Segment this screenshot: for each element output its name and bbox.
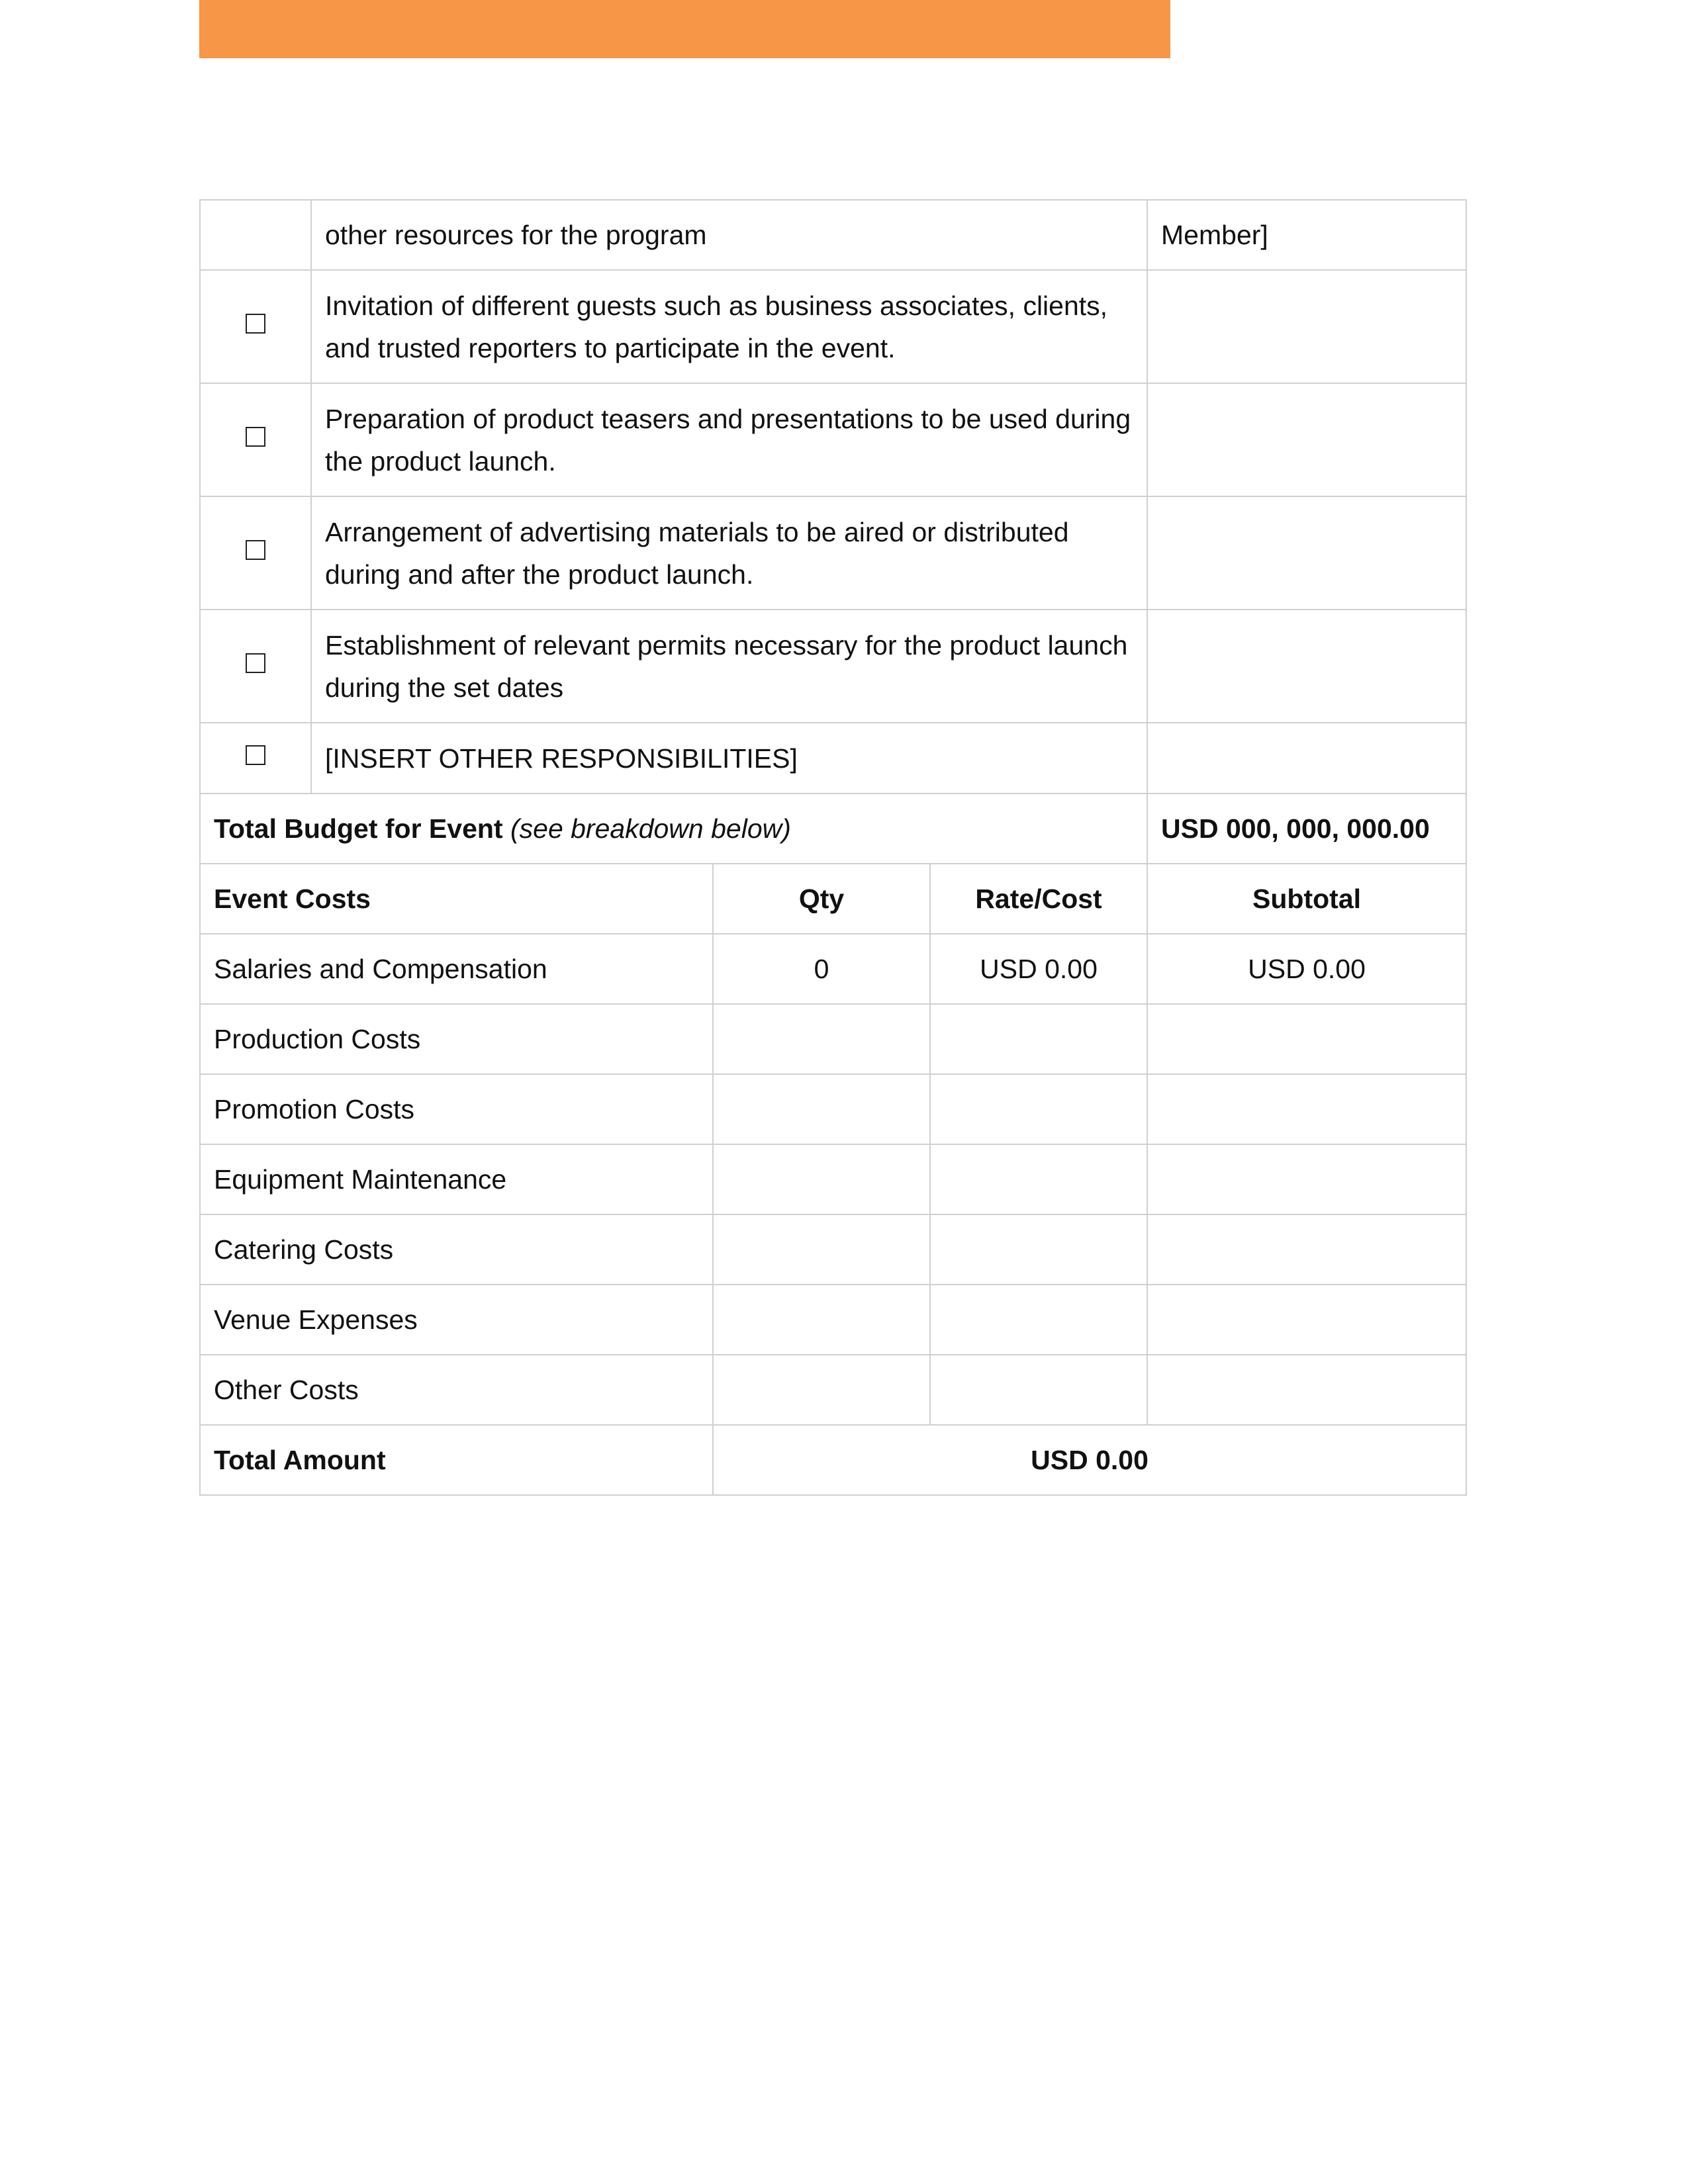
total-amount-label: Total Amount — [200, 1425, 713, 1495]
cost-subtotal — [1147, 1285, 1466, 1355]
cost-rate[interactable] — [930, 1355, 1147, 1425]
checkbox[interactable] — [246, 540, 265, 560]
responsibility-assignee — [1147, 383, 1466, 496]
cost-row — [200, 1074, 1466, 1144]
total-budget-row — [200, 794, 1466, 864]
cost-table-header — [200, 864, 1466, 934]
header-qty: Qty — [713, 864, 930, 934]
cost-qty[interactable] — [713, 1285, 930, 1355]
cost-qty[interactable] — [713, 1144, 930, 1214]
responsibility-row — [200, 270, 1466, 383]
checkbox[interactable] — [246, 314, 265, 334]
responsibility-assignee: Member] — [1147, 200, 1466, 270]
cost-subtotal — [1147, 1004, 1466, 1074]
cost-row — [200, 1214, 1466, 1285]
checkbox-cell — [200, 723, 311, 794]
cost-item: Venue Expenses — [200, 1285, 713, 1355]
cost-qty[interactable] — [713, 1214, 930, 1285]
checkbox-cell-empty — [200, 200, 311, 270]
total-budget-label-cell — [200, 794, 1147, 864]
cost-row — [200, 1144, 1466, 1214]
cost-qty[interactable] — [713, 1074, 930, 1144]
responsibility-row-continued — [200, 200, 1466, 270]
cost-item: Promotion Costs — [200, 1074, 713, 1144]
cost-item: Other Costs — [200, 1355, 713, 1425]
responsibility-text: Invitation of different guests such as business associates, clients, and trusted reporters to participate in the event. — [311, 270, 1147, 383]
cost-item: Equipment Maintenance — [200, 1144, 713, 1214]
responsibility-text: [INSERT OTHER RESPONSIBILITIES] — [311, 723, 1147, 794]
cost-item: Salaries and Compensation — [200, 934, 713, 1004]
cost-rate[interactable]: USD 0.00 — [930, 934, 1147, 1004]
cost-rate[interactable] — [930, 1144, 1147, 1214]
responsibility-text: other resources for the program — [311, 200, 1147, 270]
header-accent-bar — [199, 0, 1170, 58]
cost-row — [200, 1004, 1466, 1074]
cost-row — [200, 1355, 1466, 1425]
responsibility-row — [200, 610, 1466, 723]
header-subtotal: Subtotal — [1147, 864, 1466, 934]
cost-rate[interactable] — [930, 1074, 1147, 1144]
cost-subtotal — [1147, 1144, 1466, 1214]
cost-row — [200, 934, 1466, 1004]
total-budget-value: USD 000, 000, 000.00 — [1147, 794, 1466, 864]
cost-subtotal: USD 0.00 — [1147, 934, 1466, 1004]
cost-subtotal — [1147, 1074, 1466, 1144]
cost-item: Production Costs — [200, 1004, 713, 1074]
cost-subtotal — [1147, 1355, 1466, 1425]
total-amount-value: USD 0.00 — [713, 1425, 1466, 1495]
total-budget-note: (see breakdown below) — [510, 813, 791, 844]
cost-rate[interactable] — [930, 1285, 1147, 1355]
cost-qty[interactable]: 0 — [713, 934, 930, 1004]
header-event-costs: Event Costs — [200, 864, 713, 934]
checkbox[interactable] — [246, 427, 265, 447]
cost-subtotal — [1147, 1214, 1466, 1285]
event-plan-table — [199, 199, 1467, 1496]
total-amount-row — [200, 1425, 1466, 1495]
checkbox-cell — [200, 270, 311, 383]
responsibility-row — [200, 383, 1466, 496]
checkbox-cell — [200, 496, 311, 610]
responsibility-text: Preparation of product teasers and presentations to be used during the product launch. — [311, 383, 1147, 496]
responsibility-assignee — [1147, 723, 1466, 794]
cost-qty[interactable] — [713, 1355, 930, 1425]
responsibility-text: Arrangement of advertising materials to be aired or distributed during and after the product launch. — [311, 496, 1147, 610]
checkbox-cell — [200, 610, 311, 723]
responsibility-assignee — [1147, 270, 1466, 383]
header-rate-cost: Rate/Cost — [930, 864, 1147, 934]
cost-rate[interactable] — [930, 1004, 1147, 1074]
cost-item: Catering Costs — [200, 1214, 713, 1285]
cost-row — [200, 1285, 1466, 1355]
responsibility-text: Establishment of relevant permits necessary for the product launch during the set dates — [311, 610, 1147, 723]
checkbox[interactable] — [246, 745, 265, 765]
checkbox-cell — [200, 383, 311, 496]
responsibility-assignee — [1147, 610, 1466, 723]
cost-qty[interactable] — [713, 1004, 930, 1074]
responsibility-row — [200, 496, 1466, 610]
total-budget-label: Total Budget for Event — [214, 813, 503, 844]
checkbox[interactable] — [246, 653, 265, 673]
cost-rate[interactable] — [930, 1214, 1147, 1285]
responsibility-row — [200, 723, 1466, 794]
responsibility-assignee — [1147, 496, 1466, 610]
